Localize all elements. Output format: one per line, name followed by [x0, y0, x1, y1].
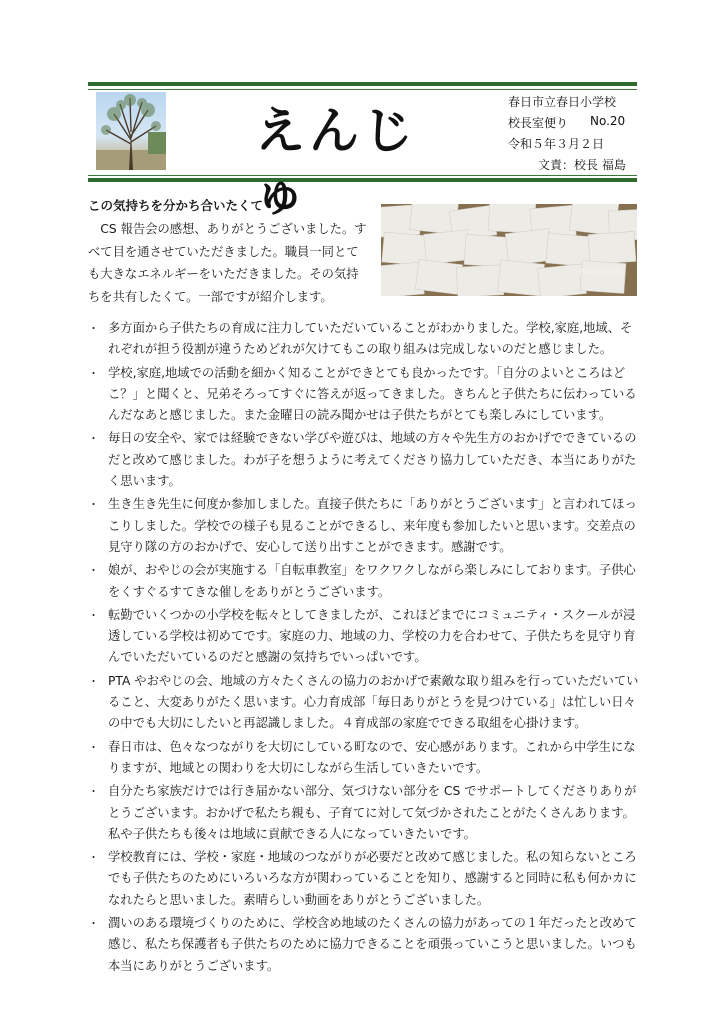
- bullet-icon: ・: [88, 740, 99, 754]
- message-cards-illustration: [381, 204, 637, 296]
- comment-text: 自分たち家族だけでは行き届かない部分、気づけない部分を CS でサポートしてくださりありがとうございます。おかげで私たち親も、子育てに対して気づかされたことがたくさんあります。私や子供たちも後々は地域に貢献できる人になっていきたいです。: [108, 784, 637, 841]
- comment-text: 多方面から子供たちの育成に注力していただいていることがわかりました。学校,家庭,地域、それぞれが担う役割が違うためどれが欠けてもこの取り組みは完成しないのだと感じました。: [108, 321, 633, 357]
- bullet-icon: ・: [88, 564, 99, 578]
- bullet-icon: ・: [88, 785, 99, 799]
- bullet-icon: ・: [88, 432, 99, 446]
- bullet-icon: ・: [88, 322, 99, 335]
- list-item: [88, 737, 644, 780]
- intro-paragraph: CS 報告会の感想、ありがとうございました。すべて目を通させていただきました。職員一同とても大きなエネルギーをいただきました。その気持ちを共有したくて。一部ですが紹介します。: [88, 222, 367, 304]
- comment-text: 生き生き先生に何度か参加しました。直接子供たちに「ありがとうございます」と言われてほっこりしました。学校での様子も見ることができるし、来年度も参加したいと思います。交差点の見守り隊の方のおかげで、安心して送り出すことができます。感謝です。: [108, 497, 637, 554]
- comment-text: 転勤でいくつかの小学校を転々としてきましたが、これほどまでにコミュニティ・スクールが浸透している学校は初めてです。家庭の力、地域の力、学校の力を合わせて、子供たちを見守り育んでいただいているのだと感謝の気持ちでいっぱいです。: [108, 607, 636, 665]
- list-item: [88, 671, 644, 735]
- comment-text: 学校教育には、学校・家庭・地域のつながりが必要だと改めて感じました。私の知らないところでも子供たちのためにいろいろな方が関わっていることを知り、感謝すると同時に私も何かカになれたらと思いました。素晴らしい動画をありがとうございました。: [108, 850, 637, 907]
- list-item: [88, 781, 644, 845]
- comment-text: 娘が、おやじの会が実施する「自転車教室」をワクワクしながら楽しみにしております。子供心をくすぐるすてきな催しをありがとうございます。: [108, 563, 636, 599]
- tree-illustration: [96, 92, 166, 170]
- bullet-icon: ・: [88, 366, 99, 380]
- masthead-rule-top-thin: [88, 89, 637, 90]
- comment-text: PTA やおやじの会、地域の方々たくさんの協力のおかげで素敵な取り組みを行っていただいていること、大変ありがたく思います。心力育成部「毎日ありがとうを見つけている」は忙しい日々の中でも大切にしたいと再認識しました。４育成部の家庭でできる取組を心掛けます。: [108, 673, 639, 731]
- comment-text: 春日市は、色々なつながりを大切にしている町なので、安心感があります。これから中学生になりますが、地域との関わりを大切にしながら生活していきたいです。: [108, 739, 636, 775]
- author-credit: 文責：校長 福島: [538, 158, 626, 172]
- photo-date-stamp: 2023/03/01: [577, 267, 623, 276]
- section-heading: この気持ちを分かち合いたくて: [88, 198, 264, 213]
- masthead-rule-top-thick: [88, 82, 637, 86]
- list-item: [88, 847, 644, 911]
- newsletter-title: えんじゅ: [255, 101, 417, 222]
- bullet-icon: ・: [88, 851, 99, 865]
- comment-text: 毎日の安全や、家では経験できない学びや遊びは、地域の方々や先生方のおかげでできているのだと改めて感じました。わが子を想うように考えてくださり協力していただき、本当にありがたく思います。: [108, 431, 637, 489]
- list-item: [88, 363, 644, 427]
- message-cards-photo: [381, 204, 637, 296]
- bullet-icon: ・: [88, 674, 99, 688]
- comment-text: 潤いのある環境づくりのために、学校含め地域のたくさんの協力があっての１年だったと改めて感じ、私たち保護者も子供たちのために協力できることを頑張っていこうと思いました。いつも本当にありがとうございます。: [108, 916, 637, 973]
- comment-list: [88, 318, 644, 979]
- list-item: [88, 913, 644, 977]
- list-item: [88, 560, 644, 603]
- bullet-icon: ・: [88, 917, 99, 931]
- issue-number: No.20: [590, 114, 626, 128]
- school-name: 春日市立春日小学校: [508, 95, 617, 109]
- issue-date: 令和５年３月２日: [508, 137, 605, 151]
- series-name: 校長室便り: [508, 116, 569, 130]
- bullet-icon: ・: [88, 498, 99, 512]
- list-item: [88, 318, 644, 361]
- list-item: [88, 494, 644, 558]
- bullet-icon: ・: [88, 608, 99, 622]
- comment-text: 学校,家庭,地域での活動を細かく知ることができとても良かったです。「自分のよいところはどこ？」と聞くと、兄弟そろってすぐに答えが返ってきました。きちんと子供たちに伝わっているんだなあと感じました。また金曜日の読み聞かせは子供たちがとても楽しみにしています。: [108, 365, 637, 423]
- list-item: [88, 428, 644, 492]
- newsletter-series: [508, 114, 626, 131]
- tree-photo: [96, 92, 166, 170]
- list-item: [88, 605, 644, 669]
